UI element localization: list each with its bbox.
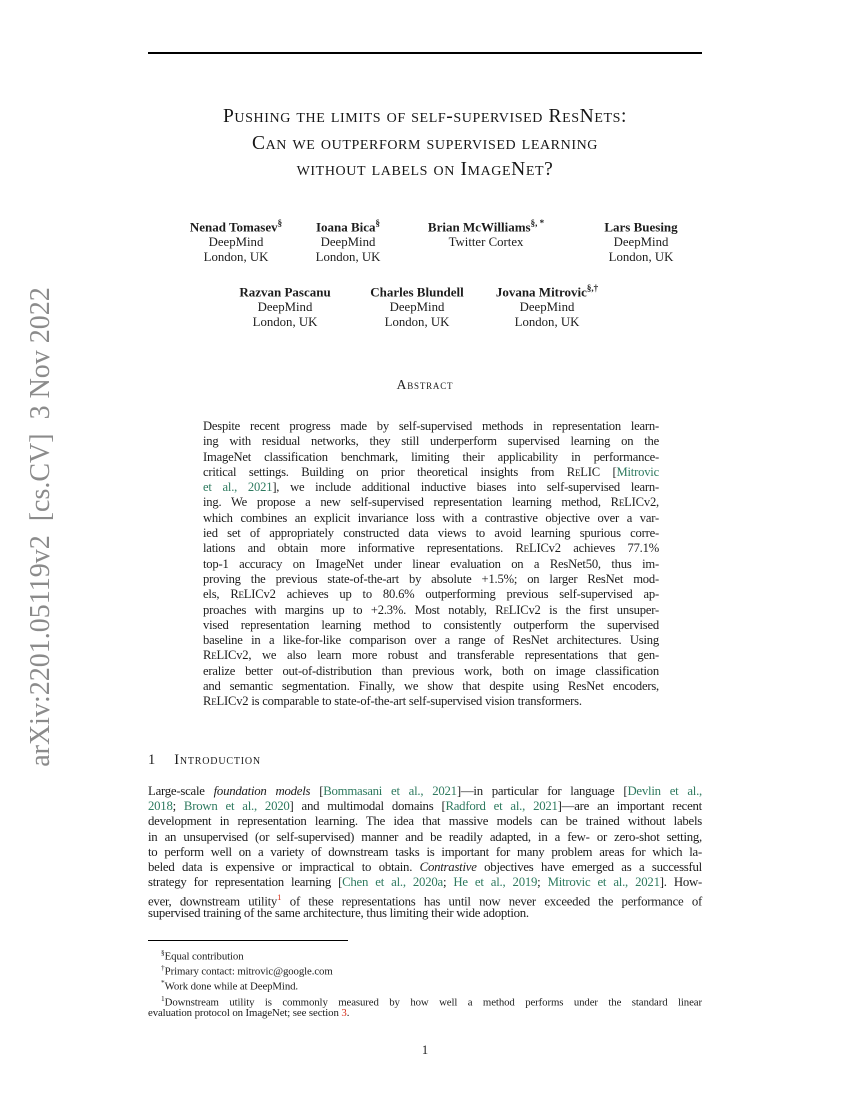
author-name <box>190 216 282 235</box>
author-city: London, UK <box>608 250 674 265</box>
text: ImageNet classification benchmark, limiting their applicability in performance- <box>203 449 659 464</box>
footnote-ref-link[interactable]: 1 <box>277 892 282 903</box>
author-affiliation: DeepMind <box>208 234 264 249</box>
text: v2 achieves 77.1% <box>548 541 660 556</box>
text: evaluation protocol on ImageNet; see section <box>148 1006 342 1019</box>
text: ]—in particular for language [ <box>456 784 628 798</box>
text-line <box>148 784 702 799</box>
author-affil-marker: § <box>375 218 381 228</box>
text: Large-scale <box>148 784 214 798</box>
text-line <box>203 419 659 434</box>
author-city: London, UK <box>514 315 580 330</box>
author-affiliation: DeepMind <box>320 234 376 249</box>
text: eralize better out-of-distribution than previous work, both on image classification <box>203 663 659 678</box>
author-affil-marker: §,† <box>586 283 599 293</box>
header-rule <box>148 52 702 54</box>
text: Equal contribution <box>164 950 244 963</box>
text-line <box>203 434 659 449</box>
text: ; <box>442 875 454 890</box>
author-block <box>604 216 677 266</box>
text-line <box>203 603 659 618</box>
footnote-marker: † <box>161 963 165 973</box>
text: v2, we also learn more robust and transferable representations that gen- <box>236 648 659 663</box>
author-name <box>239 281 330 300</box>
paper-title-line: Can we outperform supervised learning <box>251 132 599 154</box>
text: ied set of appropriately constructed data views to avoid learning spurious corre- <box>203 526 659 541</box>
footnote-marker: 1 <box>161 993 165 1003</box>
text-line <box>148 845 702 860</box>
emphasis-text: foundation models <box>213 784 311 798</box>
text-line <box>148 830 702 845</box>
text-line <box>148 945 702 963</box>
text: [ <box>310 784 324 798</box>
author-city: London, UK <box>384 315 450 330</box>
author-name-text: Razvan Pascanu <box>239 284 331 300</box>
smallcaps-text: ReLIC <box>230 587 264 602</box>
text: lations and obtain more informative representations. <box>203 541 516 556</box>
footnotes <box>148 945 702 1021</box>
citation-link[interactable]: Brown et al., 2020 <box>183 799 290 814</box>
text: Despite recent progress made by self-supervised methods in representation learn- <box>203 419 659 433</box>
text-line <box>203 679 659 694</box>
author-affiliation: Twitter Cortex <box>448 234 524 249</box>
text: vised representation learning method to consistently outperform the supervised <box>203 617 659 632</box>
author-name <box>316 216 381 235</box>
footnote-marker: * <box>161 978 165 988</box>
smallcaps-text: ReLIC <box>610 495 644 510</box>
citation-link[interactable]: Bommasani et al., 2021 <box>323 784 457 798</box>
text: ing. We propose a new self-supervised representation learning method, <box>203 495 611 510</box>
text-line <box>203 511 659 526</box>
text: ; <box>172 799 184 814</box>
text-line <box>148 960 702 978</box>
author-name <box>604 216 677 235</box>
text: ; <box>537 875 548 890</box>
author-name <box>370 281 464 300</box>
text: v2 is comparable to state-of-the-art self-supervised vision transformers. <box>236 694 582 709</box>
text-line <box>148 991 702 1009</box>
paper-title-line: without labels on ImageNet? <box>296 159 554 180</box>
text: proving the previous state-of-the-art by absolute +1.5%; on larger ResNet mod- <box>203 571 659 586</box>
author-affil-marker: §, * <box>530 218 545 228</box>
citation-link[interactable]: Mitrovic et al., 2021 <box>547 875 660 890</box>
author-city: London, UK <box>252 315 318 330</box>
text-line <box>203 633 659 648</box>
citation-link[interactable]: 2018 <box>148 799 173 814</box>
text-line <box>203 526 659 541</box>
smallcaps-text: ReLIC <box>203 648 237 663</box>
author-block <box>370 281 464 331</box>
text: top-1 accuracy on ImageNet under linear evaluation on a ResNet50, thus im- <box>203 556 659 571</box>
author-name-text: Nenad Tomasev <box>189 219 278 235</box>
author-block <box>316 216 381 266</box>
author-block <box>496 281 598 331</box>
text-line <box>203 664 659 679</box>
section-title: Introduction <box>174 752 261 768</box>
author-block <box>239 281 330 331</box>
citation-link[interactable]: Chen et al., 2020a <box>342 875 443 890</box>
author-city: London, UK <box>203 250 269 265</box>
page-number: 1 <box>421 1043 429 1057</box>
author-affiliation: DeepMind <box>613 234 669 249</box>
text-line <box>203 557 659 572</box>
text: development in representation learning. The idea that massive models can be trained without labels <box>148 814 702 829</box>
citation-link[interactable]: et al., 2021 <box>203 480 273 495</box>
text-line <box>203 495 659 510</box>
text-line <box>148 890 702 909</box>
text: ] and multimodal domains [ <box>289 799 446 814</box>
abstract-heading: Abstract <box>396 377 454 392</box>
author-block <box>428 216 544 250</box>
text: beled data is expensive or impractical to obtain. <box>148 859 420 874</box>
citation-link[interactable]: Radford et al., 2021 <box>445 799 558 814</box>
author-name <box>496 281 598 300</box>
text: which combines an explicit invariance loss with a contrastive objective over a var- <box>203 510 659 525</box>
author-affiliation: DeepMind <box>257 299 313 314</box>
footnote-marker: § <box>161 948 165 957</box>
text: of these representations has until now never exceeded the performance of <box>281 894 702 909</box>
text-line <box>203 572 659 587</box>
text-line <box>148 975 702 993</box>
text-line <box>148 860 702 875</box>
text: to perform well on a variety of downstream tasks is important for many problem areas for which la- <box>148 844 702 859</box>
text: baseline in a like-for-like comparison over a range of ResNet architectures. Using <box>203 633 659 648</box>
text: ing with residual networks, they still underperform supervised learning on the <box>203 434 659 449</box>
abstract-body <box>203 419 659 710</box>
text: Work done while at DeepMind. <box>164 980 299 993</box>
author-name-text: Charles Blundell <box>370 284 464 300</box>
text: v2 achieves up to 80.6% outperforming previous self-supervised ap- <box>263 587 659 602</box>
introduction-body <box>148 784 702 921</box>
text: strategy for representation learning [ <box>148 875 343 890</box>
arxiv-watermark: arXiv:2201.05119v2 [cs.CV] 3 Nov 2022 <box>25 287 56 767</box>
smallcaps-text: ReLIC <box>566 464 600 479</box>
citation-link[interactable]: Devlin et al., <box>627 784 702 798</box>
smallcaps-text: ReLIC <box>203 694 237 709</box>
text: in an unsupervised (or self-supervised) manner and be readily adapted, in a few- or zero-shot setting, <box>148 829 702 844</box>
citation-link[interactable]: He et al., 2019 <box>453 875 538 890</box>
text: objectives have emerged as a successful <box>476 859 702 874</box>
text: proaches with margins up to +2.3%. Most notably, <box>203 602 496 617</box>
text: critical settings. Building on prior theoretical insights from <box>203 464 567 479</box>
author-name <box>428 216 544 235</box>
text: v2, <box>643 495 659 510</box>
text: Primary contact: mitrovic@google.com <box>164 965 333 978</box>
text-line <box>203 694 659 709</box>
section-link[interactable]: 3 <box>341 1006 347 1019</box>
text-line <box>148 799 702 814</box>
citation-link[interactable]: Mitrovic <box>616 464 659 479</box>
author-affiliation: DeepMind <box>519 299 575 314</box>
paper-title-line: Pushing the limits of self-supervised ResNets: <box>222 106 628 127</box>
text-line <box>148 875 702 890</box>
text-line <box>203 480 659 495</box>
text-line <box>203 618 659 633</box>
text-line <box>203 648 659 663</box>
text-line <box>203 450 659 465</box>
author-name-text: Ioana Bica <box>315 219 376 235</box>
text-line <box>148 814 702 829</box>
emphasis-text: Contrastive <box>419 859 477 874</box>
author-affiliation: DeepMind <box>389 299 445 314</box>
paper-title <box>75 104 775 184</box>
text: Downstream utility is commonly measured by how well a method performs under the standard linear <box>164 996 702 1009</box>
author-block <box>190 216 282 266</box>
text: v2 is the first unsuper- <box>528 602 659 617</box>
text: [ <box>599 464 617 479</box>
author-name-text: Brian McWilliams <box>427 219 531 235</box>
text-line <box>203 541 659 556</box>
author-name-text: Jovana Mitrovic <box>495 284 587 300</box>
text: supervised training of the same architecture, thus limiting their wide adoption. <box>148 905 529 920</box>
text-line <box>203 587 659 602</box>
author-affil-marker: § <box>277 218 283 228</box>
text-line <box>203 465 659 480</box>
text: ]—are an important recent <box>557 799 702 814</box>
author-name-text: Lars Buesing <box>604 219 678 235</box>
text: els, <box>203 587 231 602</box>
text: and semantic segmentation. Finally, we show that despite using ResNet encoders, <box>203 679 659 694</box>
author-city: London, UK <box>315 250 381 265</box>
text: ]. How- <box>659 875 702 890</box>
text: . <box>346 1006 350 1019</box>
text: ], we include additional inductive biases into self-supervised learn- <box>272 480 659 495</box>
smallcaps-text: ReLIC <box>515 541 549 556</box>
section-heading <box>148 752 261 769</box>
footnote-rule <box>148 940 348 941</box>
smallcaps-text: ReLIC <box>495 602 529 617</box>
section-number: 1 <box>148 752 156 768</box>
text: ever, downstream utility <box>148 894 278 909</box>
